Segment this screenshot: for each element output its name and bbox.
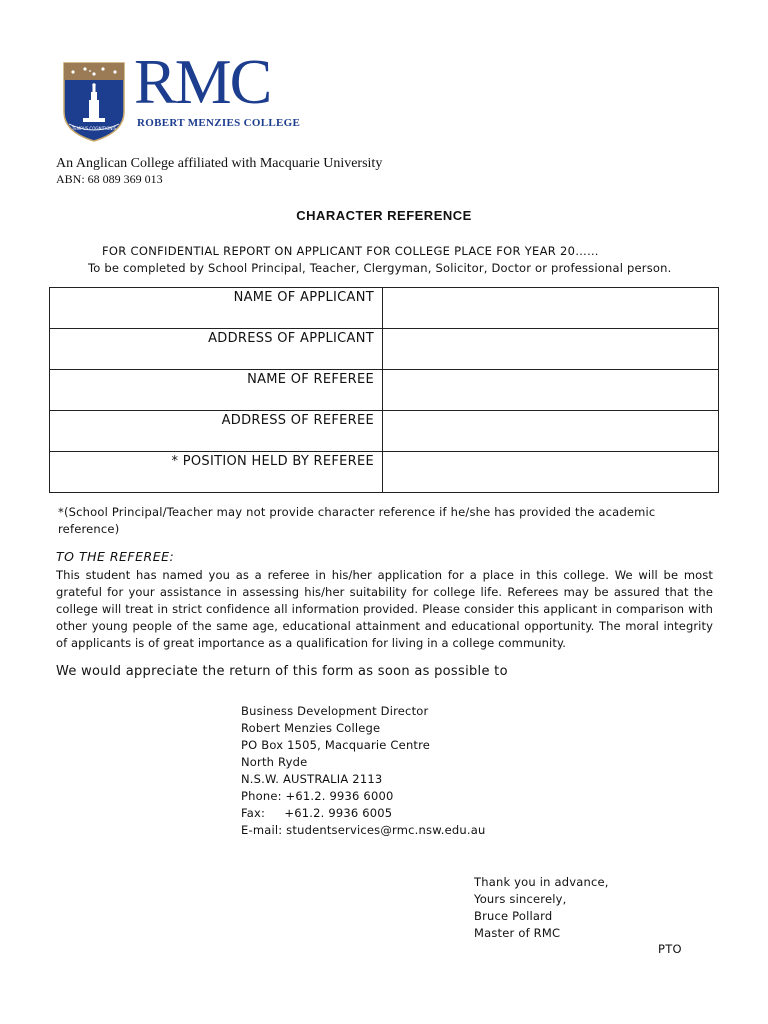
address-line: Robert Menzies College [241,721,381,735]
address-fax: Fax: +61.2. 9936 6005 [241,806,393,820]
form-row [50,411,719,452]
logo-subtitle: ROBERT MENZIES COLLEGE [137,117,301,129]
to-referee-heading: TO THE REFEREE: [56,549,175,564]
signature-name: Bruce Pollard [474,909,553,923]
field-label-applicant-name: NAME OF APPLICANT [50,288,383,329]
signature-title: Master of RMC [474,926,561,940]
field-input-referee-address[interactable] [383,411,719,452]
footnote-text: *(School Principal/Teacher may not provide character reference if he/she has provided the academic reference) [58,505,656,536]
page-title: CHARACTER REFERENCE [296,208,472,223]
pto-marker: PTO [658,942,682,956]
field-label-referee-name: NAME OF REFEREE [50,370,383,411]
return-address-block [241,703,485,839]
completed-by-line: To be completed by School Principal, Teacher, Clergyman, Solicitor, Doctor or professional person. [88,261,672,275]
abn-text: ABN: 68 089 369 013 [56,172,163,186]
form-row [50,452,719,493]
applicant-form-table [49,287,719,493]
form-row [50,370,719,411]
address-email: E-mail: studentservices@rmc.nsw.edu.au [241,823,486,837]
address-line: PO Box 1505, Macquarie Centre [241,738,431,752]
address-line: N.S.W. AUSTRALIA 2113 [241,772,383,786]
logo-wordmark: RMC [134,46,271,117]
field-label-referee-address: ADDRESS OF REFEREE [50,411,383,452]
college-crest-logo [63,62,125,142]
address-line: Business Development Director [241,704,429,718]
return-request-text: We would appreciate the return of this form as soon as possible to [56,664,508,679]
field-input-referee-position[interactable] [383,452,719,493]
address-phone: Phone: +61.2. 9936 6000 [241,789,394,803]
confidential-line: FOR CONFIDENTIAL REPORT ON APPLICANT FOR COLLEGE PLACE FOR YEAR 20…… [102,244,599,258]
affiliation-text: An Anglican College affiliated with Macquarie University [56,156,383,171]
field-input-applicant-name[interactable] [383,288,719,329]
signature-block [474,874,609,942]
address-line: North Ryde [241,755,308,769]
field-label-referee-position: * POSITION HELD BY REFEREE [50,452,383,493]
svg-text:TEMPUS COGNITIONIS: TEMPUS COGNITIONIS [71,126,117,131]
field-label-applicant-address: ADDRESS OF APPLICANT [50,329,383,370]
field-input-applicant-address[interactable] [383,329,719,370]
signature-line: Thank you in advance, [474,875,609,889]
signature-line: Yours sincerely, [474,892,567,906]
to-referee-paragraph: This student has named you as a referee in his/her application for a place in this college. We will be most grateful for your assistance in assessing his/her suitability for college life. Referees may be assured that the college will treat in strict confidence all information provided. Please consider this applicant in comparison with other young people of the same age, educational attainment and educational opportunity. The moral integrity of applicants is of great importance as a qualification for living in a college community. [56,568,713,650]
form-row [50,288,719,329]
field-input-referee-name[interactable] [383,370,719,411]
form-row [50,329,719,370]
